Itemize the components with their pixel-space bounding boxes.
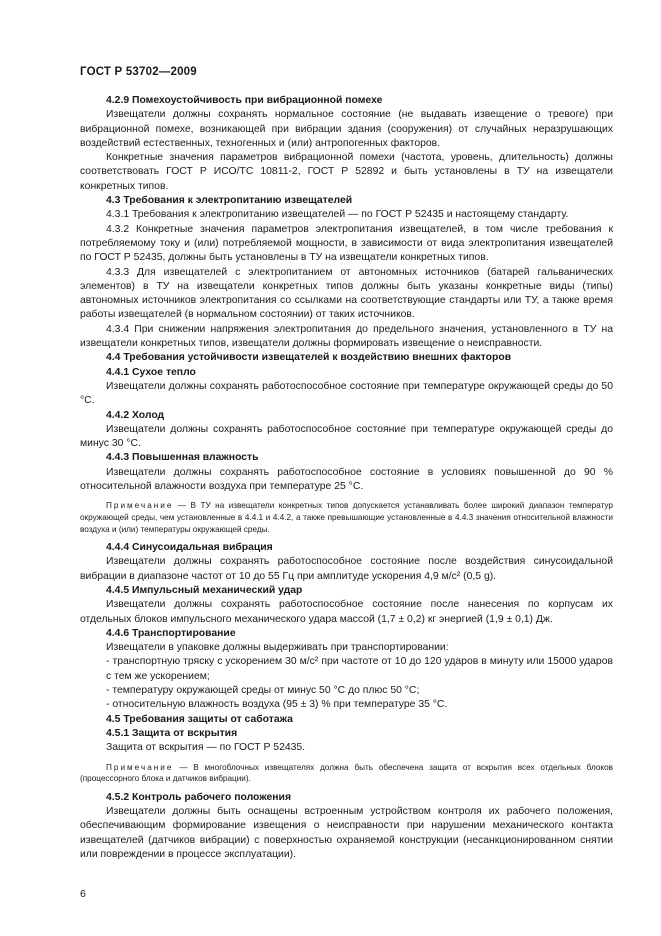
paragraph: Извещатели должны сохранять работоспособное состояние при температуре окружающей среды до 50 °С. <box>80 380 613 407</box>
section-heading-4-5: 4.5 Требования защиты от саботажа <box>106 713 293 725</box>
note-label: Примечание <box>106 501 174 511</box>
paragraph: Конкретные значения параметров вибрационной помехи (частота, уровень, длительность) должны соответствовать ГОСТ Р ИСО/ТС 10811-2, ГОСТ Р 52892 и быть установлены в ТУ на извещатели конкретных типов. <box>80 152 613 192</box>
section-heading-4-4: 4.4 Требования устойчивости извещателей к воздействию внешних факторов <box>106 352 512 364</box>
section-heading-4-4-3: 4.4.3 Повышенная влажность <box>106 452 259 464</box>
list-item: - транспортную тряску с ускорением 30 м/с² при частоте от 10 до 120 ударов в минуту или 15000 ударов с тем же ускорением; <box>106 656 613 682</box>
paragraph: Извещатели должны сохранять нормальное состояние (не выдавать извещение о тревоге) при вибрационной помехе, возникающей при вибрации здания (сооружения) от случайных неразрушающих воздействий естественных, техногенных и (или) антропогенных факторов. <box>80 109 613 149</box>
section-heading-4-4-2: 4.4.2 Холод <box>106 409 165 421</box>
paragraph: Извещатели должны быть оснащены встроенным устройством контроля их рабочего положения, обеспечивающим формирование извещения о неисправности при нарушении механического контакта извещателей (датчиков вибрации) с поверхностью охраняемой конструкции (несанкционированном снятии или повреждении в процессе эксплуатации). <box>80 806 613 860</box>
paragraph: Извещатели в упаковке должны выдерживать при транспортировании: <box>106 642 449 654</box>
document-header: ГОСТ Р 53702—2009 <box>80 66 197 78</box>
paragraph: Извещатели должны сохранять работоспособное состояние в условиях повышенной до 90 % относительной влажности воздуха при температуре 25 °С. <box>80 466 613 493</box>
list-item: - температуру окружающей среды от минус 50 °С до плюс 50 °С; <box>106 685 420 697</box>
page-content <box>80 94 613 862</box>
section-heading-4-4-6: 4.4.6 Транспортирование <box>106 627 236 639</box>
section-heading-4-4-1: 4.4.1 Сухое тепло <box>106 366 196 378</box>
note-1 <box>80 500 613 535</box>
note-text: — В многоблочных извещателях должна быть обеспечена защита от вскрытия всех отдельных блоков (процессорного блока и датчиков вибрации). <box>80 762 613 784</box>
paragraph: Извещатели должны сохранять работоспособное состояние при температуре окружающей среды до минус 30 °С. <box>80 423 613 450</box>
paragraph: Защита от вскрытия — по ГОСТ Р 52435. <box>106 742 306 754</box>
note-text: — В ТУ на извещатели конкретных типов допускается устанавливать более широкий диапазон температур окружающей среды, чем установленные в 4.4.1 и 4.4.2, а также превышающие установленные в 4.4.3 значения относительной влажности воздуха и (или) температуры окружающей среды. <box>80 501 613 534</box>
paragraph-4-3-4: 4.3.4 При снижении напряжения электропитания до предельного значения, установленного в ТУ на извещатели конкретных типов, извещатели должны формировать извещение о неисправности. <box>80 323 613 350</box>
note-label: Примечание <box>106 762 174 772</box>
section-heading-4-3: 4.3 Требования к электропитанию извещателей <box>106 195 353 207</box>
paragraph: Извещатели должны сохранять работоспособное состояние после нанесения по корпусам их отдельных блоков импульсного механического удара массой (1,7 ± 0,2) кг энергией (1,9 ± 0,1) Дж. <box>80 599 613 625</box>
paragraph-4-3-1: 4.3.1 Требования к электропитанию извещателей — по ГОСТ Р 52435 и настоящему стандарту. <box>106 209 569 221</box>
section-heading-4-5-2: 4.5.2 Контроль рабочего положения <box>106 791 292 803</box>
section-heading-4-4-5: 4.4.5 Импульсный механический удар <box>106 584 303 596</box>
section-heading-4-4-4: 4.4.4 Синусоидальная вибрация <box>106 542 273 554</box>
section-heading-4-5-1: 4.5.1 Защита от вскрытия <box>106 727 238 739</box>
paragraph-4-3-3: 4.3.3 Для извещателей с электропитанием от автономных источников (батарей гальванических элементов) в ТУ на извещатели конкретных типов должны быть указаны конкретные виды (типы) автономных источников электропитания со ссылками на соответствующие стандарты или ТУ, а также время работы извещателей (в нормальном состоянии) от таких источников. <box>80 266 613 321</box>
section-heading-4-2-9: 4.2.9 Помехоустойчивость при вибрационной помехе <box>106 95 383 106</box>
paragraph-4-3-2: 4.3.2 Конкретные значения параметров электропитания извещателей, в том числе требования к потребляемому току и (или) потребляемой мощности, в зависимости от вида электропитания извещателей по ГОСТ Р 52435, должны быть установлены в ТУ на извещатели конкретных типов. <box>80 223 613 264</box>
page-number: 6 <box>80 888 86 900</box>
note-2 <box>80 762 613 785</box>
list-item: - относительную влажность воздуха (95 ± 3) % при температуре 35 °С. <box>106 699 448 711</box>
paragraph: Извещатели должны сохранять работоспособное состояние после воздействия синусоидальной вибрации в диапазоне частот от 10 до 55 Гц при амплитуде ускорения 4,9 м/с² (0,5 g). <box>80 556 613 582</box>
